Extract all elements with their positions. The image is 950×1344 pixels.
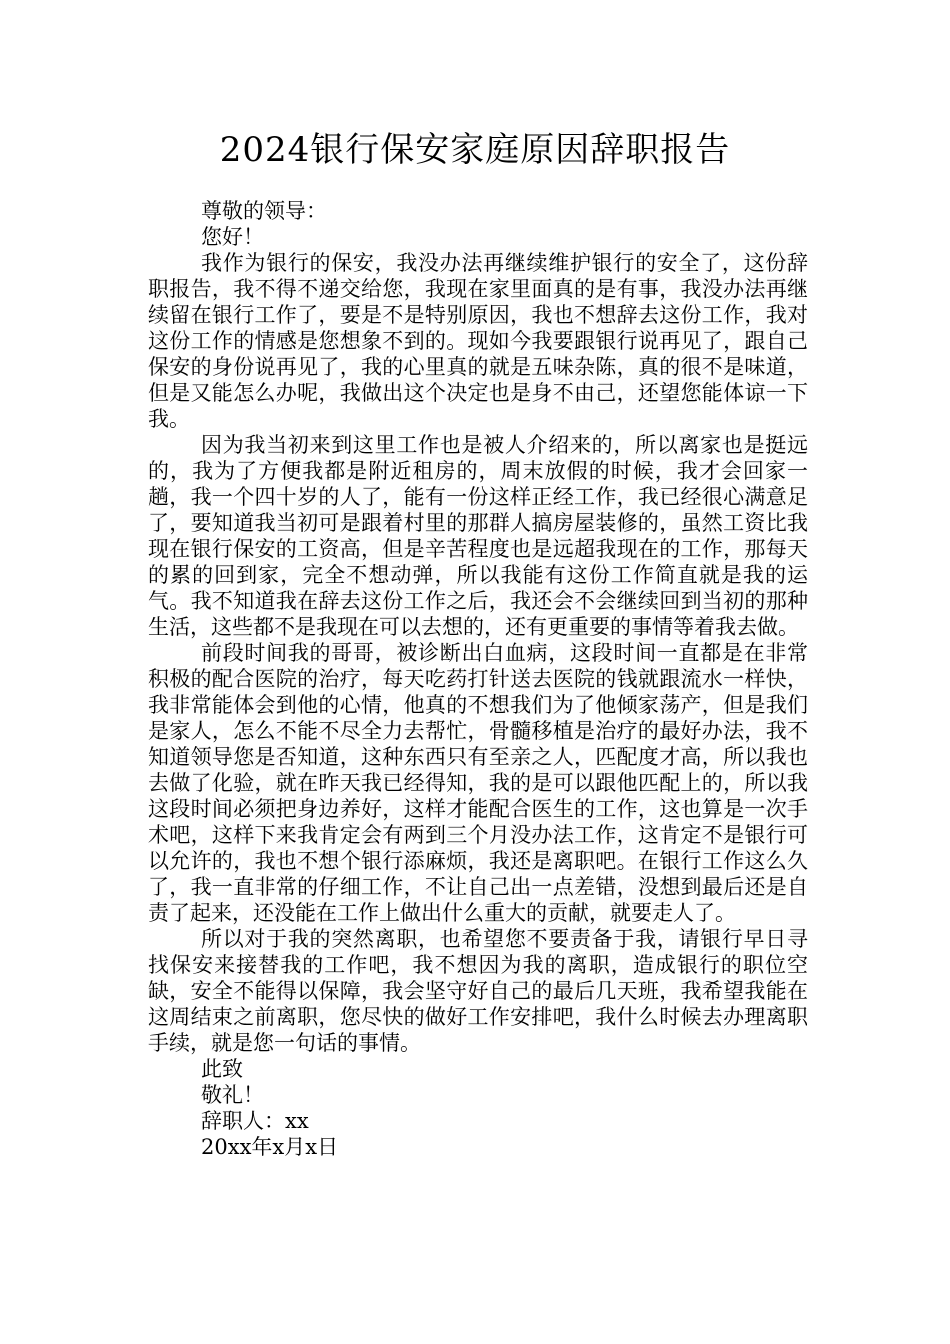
paragraph-1: 我作为银行的保安，我没办法再继续维护银行的安全了，这份辞职报告，我不得不递交给您，我现在家里面真的是有事，我没办法再继续留在银行工作了，要是不是特别原因，我也不想辞去这份工作，我对这份工作的情感是您想象不到的。现如今我要跟银行说再见了，跟自己保安的身份说再见了，我的心里真的就是五味杂陈，真的很不是味道，但是又能怎么办呢，我做出这个决定也是身不由己，还望您能体谅一下我。 <box>148 251 808 431</box>
closing-line-1: 此致 <box>201 1057 243 1081</box>
document-title: 2024银行保安家庭原因辞职报告 <box>219 130 731 170</box>
greeting: 您好！ <box>201 225 264 249</box>
salutation: 尊敬的领导： <box>201 199 327 223</box>
signature: 辞职人：xx <box>201 1109 309 1133</box>
date: 20xx年x月x日 <box>201 1135 339 1159</box>
letter-body <box>148 198 808 1160</box>
paragraph-3: 前段时间我的哥哥，被诊断出白血病，这段时间一直都是在非常积极的配合医院的治疗，每天吃药打针送去医院的钱就跟流水一样快，我非常能体会到他的心情，他真的不想我们为了他倾家荡产，但是我们是家人，怎么不能不尽全力去帮忙，骨髓移植是治疗的最好办法，我不知道领导您是否知道，这种东西只有至亲之人，匹配度才高，所以我也去做了化验，就在昨天我已经得知，我的是可以跟他匹配上的，所以我这段时间必须把身边养好，这样才能配合医生的工作，这也算是一次手术吧，这样下来我肯定会有两到三个月没办法工作，这肯定不是银行可以允许的，我也不想个银行添麻烦，我还是离职吧。在银行工作这么久了，我一直非常的仔细工作，不让自己出一点差错，没想到最后还是自责了起来，还没能在工作上做出什么重大的贡献，就要走人了。 <box>148 641 808 925</box>
closing-line-2: 敬礼！ <box>201 1083 264 1107</box>
paragraph-4: 所以对于我的突然离职，也希望您不要责备于我，请银行早日寻找保安来接替我的工作吧，我不想因为我的离职，造成银行的职位空缺，安全不能得以保障，我会坚守好自己的最后几天班，我希望我能在这周结束之前离职，您尽快的做好工作安排吧，我什么时候去办理离职手续，就是您一句话的事情。 <box>148 927 808 1055</box>
paragraph-2: 因为我当初来到这里工作也是被人介绍来的，所以离家也是挺远的，我为了方便我都是附近租房的，周末放假的时候，我才会回家一趟，我一个四十岁的人了，能有一份这样正经工作，我已经很心满意足了，要知道我当初可是跟着村里的那群人搞房屋装修的，虽然工资比我现在银行保安的工资高，但是辛苦程度也是远超我现在的工作，那每天的累的回到家，完全不想动弹，所以我能有这份工作简直就是我的运气。我不知道我在辞去这份工作之后，我还会不会继续回到当初的那种生活，这些都不是我现在可以去想的，还有更重要的事情等着我去做。 <box>148 433 808 639</box>
